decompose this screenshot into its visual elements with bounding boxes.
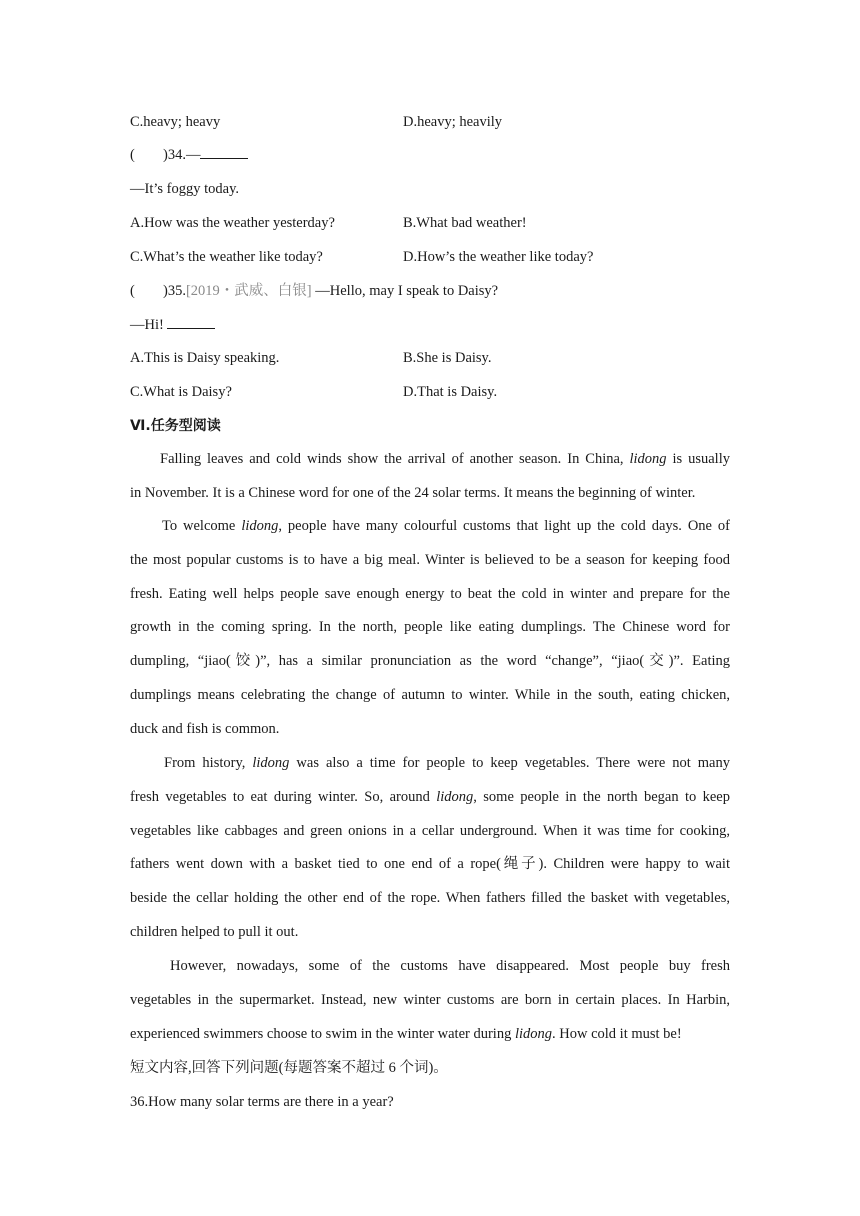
task-instruction: 短文内容,回答下列问题(每题答案不超过 6 个词)。: [130, 1060, 448, 1076]
q34-option-c: C.What’s the weather like today?: [130, 249, 323, 265]
q35-reply-text: —Hi!: [130, 317, 168, 333]
q35-reply: [130, 315, 215, 335]
passage-line: From history, lidong was also a time for people to keep vegetables. There were not many: [164, 755, 730, 771]
q33-option-c: C.heavy; heavy: [130, 114, 221, 130]
passage-line: However, nowadays, some of the customs have disappeared. Most people buy fresh: [170, 958, 730, 974]
q34-number: )34.—: [163, 147, 201, 163]
passage-paragraph-2: [130, 510, 730, 747]
passage-line: fathers went down with a basket tied to one end of a rope(绳子). Children were happy to wait: [130, 856, 730, 873]
q35-option-b: B.She is Daisy.: [403, 350, 492, 366]
passage-line: children helped to pull it out.: [130, 923, 299, 940]
answer-blank[interactable]: [200, 145, 248, 159]
q33-option-d: D.heavy; heavily: [403, 114, 503, 130]
q34-reply: —It’s foggy today.: [130, 181, 240, 197]
q36-question: 36.How many solar terms are there in a year?: [130, 1094, 394, 1110]
passage-line: dumpling, “jiao(饺)”, has a similar pronunciation as the word “change”, “jiao(交)”. Eating: [130, 653, 730, 670]
q35-number: )35.: [163, 283, 186, 299]
passage-line: growth in the coming spring. In the north, people like eating dumplings. The Chinese word for: [130, 619, 730, 636]
q34-option-a: A.How was the weather yesterday?: [130, 215, 335, 231]
passage-line: duck and fish is common.: [130, 720, 280, 737]
answer-paren: (: [130, 147, 135, 163]
passage-line: vegetables in the supermarket. Instead, new winter customs are born in certain places. In Harbin,: [130, 991, 730, 1008]
passage-line: fresh vegetables to eat during winter. So, around lidong, some people in the north began to keep: [130, 788, 730, 805]
passage-line: fresh. Eating well helps people save enough energy to beat the cold in winter and prepare for the: [130, 585, 730, 602]
passage-line: the most popular customs is to have a big meal. Winter is believed to be a season for keeping food: [130, 551, 730, 568]
passage-paragraph-1: [130, 443, 730, 511]
passage-line: vegetables like cabbages and green onions in a cellar underground. When it was time for cooking,: [130, 822, 730, 839]
passage-line: dumplings means celebrating the change of autumn to winter. While in the south, eating chicken,: [130, 686, 730, 703]
passage-line: Falling leaves and cold winds show the arrival of another season. In China, lidong is usually: [160, 451, 730, 467]
answer-blank[interactable]: [167, 315, 215, 329]
q35-source: [2019・武威、白银]: [185, 283, 312, 299]
passage-paragraph-4: [130, 950, 730, 1051]
q35-prompt: —Hello, may I speak to Daisy?: [311, 283, 499, 299]
q35-stem: [130, 281, 498, 301]
q35-option-c: C.What is Daisy?: [130, 384, 232, 400]
passage-line: in November. It is a Chinese word for one of the 24 solar terms. It means the beginning of winter.: [130, 484, 696, 501]
passage-paragraph-3: [130, 747, 730, 950]
q34-option-b: B.What bad weather!: [403, 215, 527, 231]
section-title: Ⅵ.任务型阅读: [130, 418, 221, 434]
passage-line: beside the cellar holding the other end of the rope. When fathers filled the basket with vegetables,: [130, 890, 730, 907]
answer-paren: (: [130, 283, 135, 299]
q35-option-a: A.This is Daisy speaking.: [130, 350, 280, 366]
q35-option-d: D.That is Daisy.: [403, 384, 498, 400]
q34-stem: [130, 145, 248, 165]
passage-line: experienced swimmers choose to swim in the winter water during lidong. How cold it must be!: [130, 1025, 682, 1042]
q34-option-d: D.How’s the weather like today?: [403, 249, 594, 265]
passage-line: To welcome lidong, people have many colourful customs that light up the cold days. One of: [162, 518, 730, 534]
